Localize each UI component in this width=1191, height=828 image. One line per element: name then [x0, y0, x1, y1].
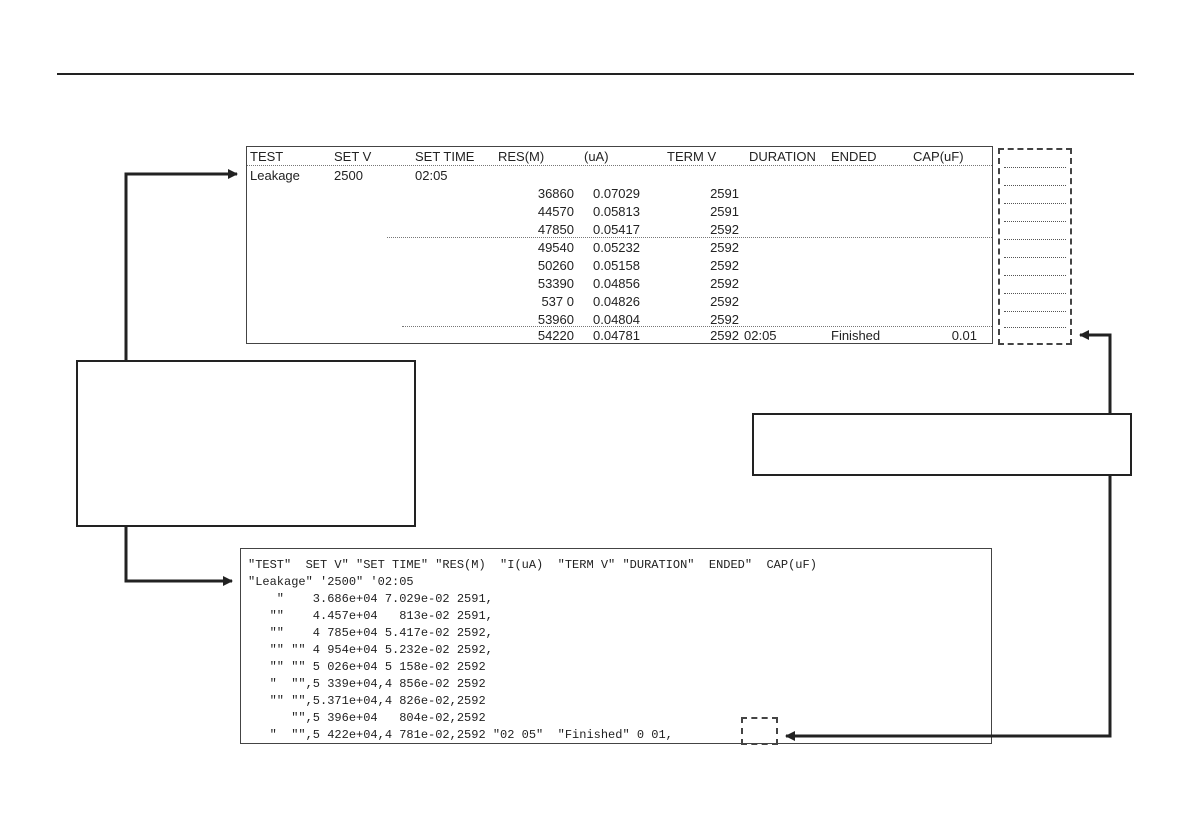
cell-res: 50260 — [537, 258, 574, 273]
header-cap: CAP(uF) — [913, 149, 964, 164]
cell-res: 537 0 — [541, 294, 574, 309]
cell-res: 36860 — [537, 186, 574, 201]
cell-term-v: 2592 — [710, 258, 739, 273]
cell-term-v: 2592 — [710, 312, 739, 327]
cell-ua: 0.05417 — [593, 222, 640, 237]
cell-res: 53390 — [537, 276, 574, 291]
cell-term-v: 2591 — [710, 186, 739, 201]
header-set-v: SET V — [334, 149, 372, 164]
cell-term-v: 2592 — [710, 276, 739, 291]
cell-ua: 0.04856 — [593, 276, 640, 291]
cell-ended: Finished — [831, 328, 881, 343]
cell-ua: 0.04804 — [593, 312, 640, 327]
cell-duration: 02:05 — [744, 328, 777, 343]
text-line: "" 4 785e+04 5.417e-02 2592, — [248, 626, 493, 640]
text-line: "" "" 4 954e+04 5.232e-02 2592, — [248, 643, 493, 657]
header-duration: DURATION — [749, 149, 816, 164]
text-line: "TEST" SET V" "SET TIME" "RES(M) "I(uA) "TERM V" "DURATION" ENDED" CAP(uF) — [248, 558, 817, 572]
text-line: "",5 396e+04 804e-02,2592 — [248, 711, 486, 725]
header-term-v: TERM V — [667, 149, 717, 164]
cell-ua: 0.05158 — [593, 258, 640, 273]
cell-ua: 0.05232 — [593, 240, 640, 255]
header-set-time: SET TIME — [415, 149, 475, 164]
cell-term-v: 2592 — [710, 240, 739, 255]
cell-term-v: 2592 — [710, 222, 739, 237]
cell-res: 54220 — [537, 328, 574, 343]
cell-res: 47850 — [537, 222, 574, 237]
arrow-to-end-box — [786, 476, 1110, 736]
text-line: "" "" 5 026e+04 5 158e-02 2592 — [248, 660, 486, 674]
text-line: " 3.686e+04 7.029e-02 2591, — [248, 592, 493, 606]
header-res: RES(M) — [498, 149, 545, 164]
arrow-to-column-box — [1080, 335, 1110, 413]
arrow-to-textfile — [126, 527, 232, 581]
cell-term-v: 2592 — [710, 294, 739, 309]
header-ended: ENDED — [831, 149, 877, 164]
header-test: TEST — [250, 149, 284, 164]
cell-term-v: 2591 — [710, 204, 739, 219]
text-line: "Leakage" '2500" '02:05 — [248, 575, 414, 589]
text-line: " "",5 422e+04,4 781e-02,2592 "02 05" "Finished" 0 01, — [248, 728, 673, 742]
cell-ua: 0.07029 — [593, 186, 640, 201]
text-line: " "",5 339e+04,4 856e-02 2592 — [248, 677, 486, 691]
cell-ua: 0.04826 — [593, 294, 640, 309]
text-line: "" 4.457e+04 813e-02 2591, — [248, 609, 493, 623]
cell-res: 53960 — [537, 312, 574, 327]
cell-res: 49540 — [537, 240, 574, 255]
cell-cap: 0.01 — [951, 328, 977, 343]
cell-ua: 0.05813 — [593, 204, 640, 219]
cell-ua: 0.04781 — [593, 328, 640, 343]
cell-test: Leakage — [250, 168, 300, 183]
header-ua: (uA) — [584, 149, 609, 164]
arrow-to-spreadsheet — [126, 174, 237, 360]
cell-set-time: 02:05 — [415, 168, 448, 183]
text-line: "" "",5.371e+04,4 826e-02,2592 — [248, 694, 486, 708]
cell-res: 44570 — [537, 204, 574, 219]
cell-set-v: 2500 — [334, 168, 363, 183]
cell-term-v: 2592 — [710, 328, 739, 343]
